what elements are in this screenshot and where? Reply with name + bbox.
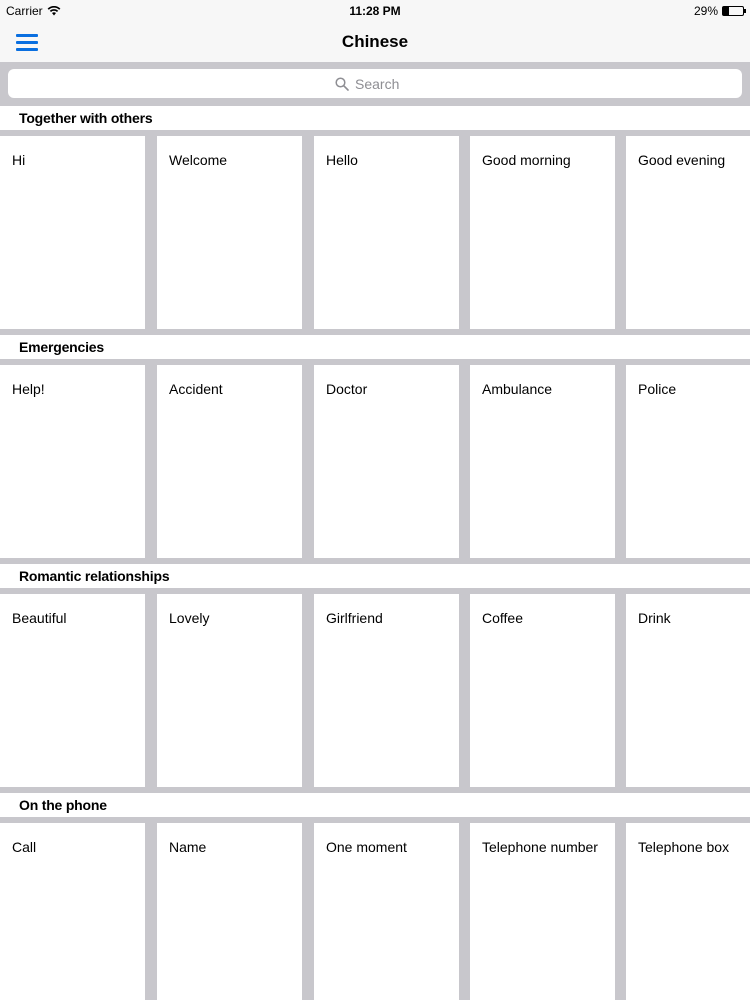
phrase-card[interactable]: Hi (0, 136, 145, 329)
phrase-card[interactable]: Good morning (470, 136, 615, 329)
battery-indicator (694, 4, 744, 18)
battery-fill (723, 7, 729, 15)
phrase-card[interactable]: Police (626, 365, 750, 558)
search-icon (335, 77, 349, 91)
card-row (0, 817, 750, 1000)
phrase-card[interactable]: One moment (314, 823, 459, 1000)
carrier-label: Carrier (6, 4, 43, 18)
phrase-list[interactable] (0, 106, 750, 1000)
phrase-card[interactable]: Help! (0, 365, 145, 558)
section-romantic-relationships (0, 564, 750, 793)
phrase-card[interactable]: Accident (157, 365, 302, 558)
phrase-card[interactable]: Girlfriend (314, 594, 459, 787)
phrase-card[interactable]: Call (0, 823, 145, 1000)
card-row (0, 588, 750, 793)
phrase-card[interactable]: Ambulance (470, 365, 615, 558)
section-together-with-others (0, 106, 750, 335)
search-input[interactable] (355, 76, 415, 92)
section-header: On the phone (0, 793, 750, 817)
battery-icon (722, 6, 744, 16)
phrase-card[interactable]: Telephone number (470, 823, 615, 1000)
phrase-card[interactable]: Beautiful (0, 594, 145, 787)
phrase-card[interactable]: Good evening (626, 136, 750, 329)
phrase-card[interactable]: Name (157, 823, 302, 1000)
phrase-card[interactable]: Hello (314, 136, 459, 329)
card-row (0, 130, 750, 335)
phrase-card[interactable]: Lovely (157, 594, 302, 787)
phrase-card[interactable]: Coffee (470, 594, 615, 787)
section-on-the-phone (0, 793, 750, 1000)
phrase-card[interactable]: Welcome (157, 136, 302, 329)
clock: 11:28 PM (349, 4, 401, 18)
section-emergencies (0, 335, 750, 564)
section-header: Romantic relationships (0, 564, 750, 588)
section-header: Together with others (0, 106, 750, 130)
phrase-card[interactable]: Doctor (314, 365, 459, 558)
battery-percent: 29% (693, 4, 718, 18)
search-field[interactable] (8, 69, 742, 98)
search-bar (0, 62, 750, 106)
phrase-card[interactable]: Drink (626, 594, 750, 787)
phrase-card[interactable]: Telephone box (626, 823, 750, 1000)
card-row (0, 359, 750, 564)
status-bar (0, 0, 750, 22)
section-header: Emergencies (0, 335, 750, 359)
navigation-bar (0, 22, 750, 62)
page-title: Chinese (341, 32, 409, 51)
